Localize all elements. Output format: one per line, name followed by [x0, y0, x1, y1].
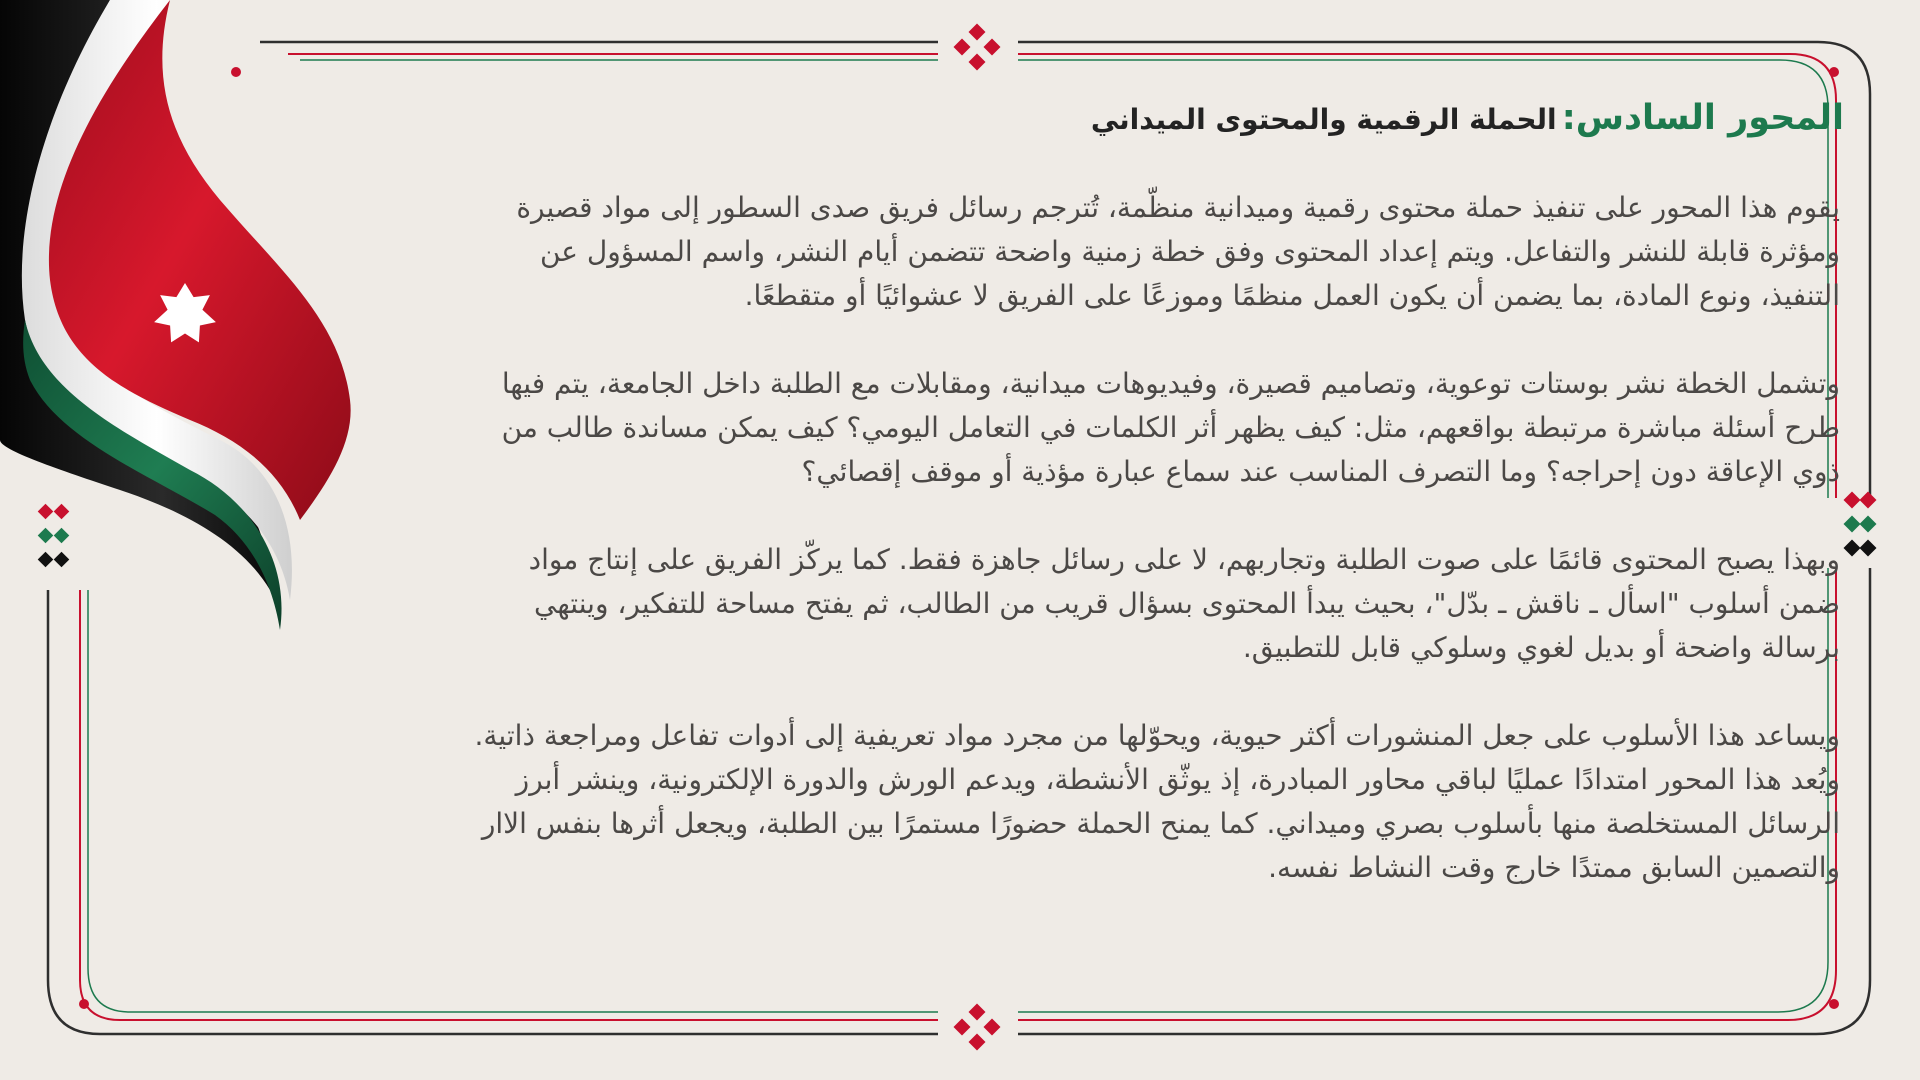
paragraph-1: يقوم هذا المحور على تنفيذ حملة محتوى رقمية وميدانية منظّمة، تُترجم رسائل فريق صدى السطور إلى مواد قصيرة ومؤثرة قابلة للنشر والتفاعل. ويتم إعداد المحتوى وفق خطة زمنية واضحة تتضمن أيام النشر، واسم المسؤول عن التنفيذ، ونوع المادة، بما يضمن أن يكون العمل منظمًا وموزعًا على الفريق لا عشوائيًا أو متقطعًا.	[516, 191, 1840, 312]
diamond-cluster-icon	[954, 1004, 1001, 1051]
paragraph-4: ويساعد هذا الأسلوب على جعل المنشورات أكثر حيوية، ويحوّلها من مجرد مواد تعريفية إلى أدوات تفاعل ومراجعة ذاتية. ويُعد هذا المحور امتدادًا عمليًا لباقي محاور المبادرة، إذ يوثّق الأنشطة، ويدعم الورش والدورة الإلكترونية، وينشر أبرز الرسائل المستخلصة منها بأسلوب بصري وميداني. كما يمنح الحملة حضورًا مستمرًا بين الطلبة، ويجعل أثرها بنفس الاار والتصمين السابق ممتدًا خارج وقت النشاط نفسه.	[474, 719, 1840, 884]
title-rest: الحملة الرقمية والمحتوى الميداني	[1090, 103, 1557, 136]
paragraph-3: وبهذا يصبح المحتوى قائمًا على صوت الطلبة وتجاربهم، لا على رسائل جاهزة فقط. كما يركّز الفريق على إنتاج مواد ضمن أسلوب "اسأل ـ ناقش ـ بدّل"، بحيث يبدأ المحتوى بسؤال قريب من الطالب، ثم يفتح مساحة للتفكير، وينتهي برسالة واضحة أو بديل لغوي وسلوكي قابل للتطبيق.	[528, 543, 1840, 664]
side-diamonds-right-icon	[1844, 492, 1877, 557]
corner-dot	[1829, 999, 1839, 1009]
main-content	[460, 88, 1844, 890]
title-prefix: المحور السادس:	[1561, 98, 1844, 138]
jordan-flag-icon	[0, 0, 360, 640]
page-title	[460, 88, 1844, 148]
body-paragraphs	[468, 186, 1840, 890]
corner-dot	[79, 999, 89, 1009]
diamond-cluster-icon	[954, 24, 1001, 71]
corner-dot	[1829, 67, 1839, 77]
paragraph-2: وتشمل الخطة نشر بوستات توعوية، وتصاميم قصيرة، وفيديوهات ميدانية، ومقابلات مع الطلبة داخل الجامعة، يتم فيها طرح أسئلة مباشرة مرتبطة بواقعهم، مثل: كيف يظهر أثر الكلمات في التعامل اليومي؟ كيف يمكن مساندة طالب من ذوي الإعاقة دون إحراجه؟ وما التصرف المناسب عند سماع عبارة مؤذية أو موقف إقصائي؟	[501, 367, 1840, 488]
